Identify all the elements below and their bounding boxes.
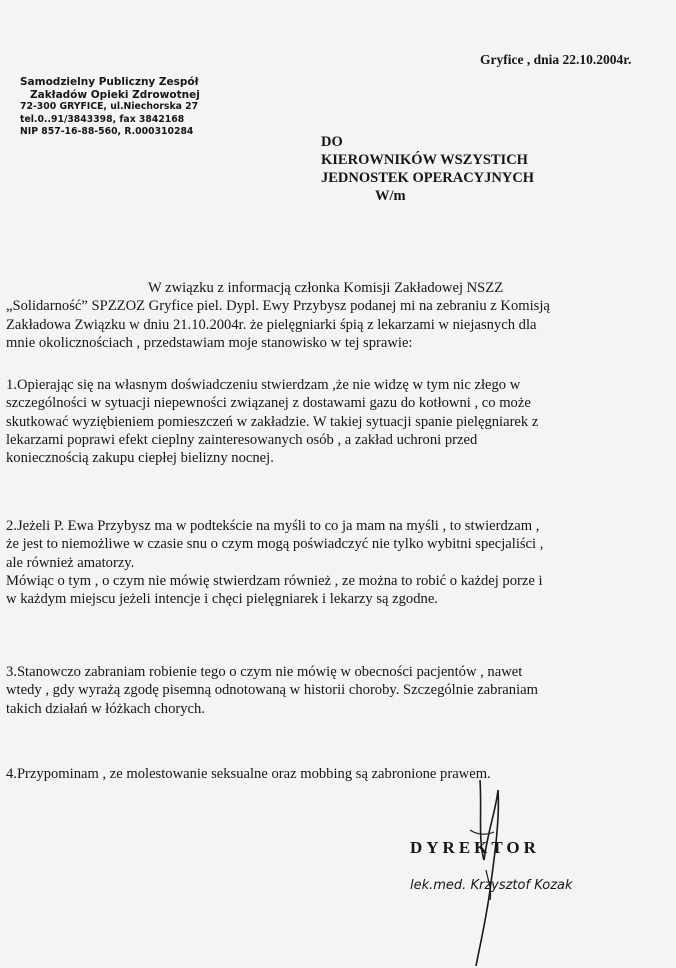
intro-line: „Solidarność” SPZZOZ Gryfice piel. Dypl. Ewy Przybysz podanej mi na zebraniu z Komisją <box>6 298 550 315</box>
point-2 <box>6 517 671 608</box>
addressee-line1: KIEROWNIKÓW WSZYSTICH <box>321 152 528 168</box>
point-4 <box>6 765 671 783</box>
stamp-line-nip: NIP 857-16-88-560, R.000310284 <box>20 126 194 137</box>
point-line: 4.Przypominam , ze molestowanie seksualne oraz mobbing są zabronione prawem. <box>6 766 491 782</box>
point-line: szczególności w sytuacji niepewności związanej z dostawami gazu do kotłowni , co może <box>6 395 531 412</box>
point-3 <box>6 663 671 718</box>
point-line: wtedy , gdy wyrażą zgodę pisemną odnotowaną w historii choroby. Szczególnie zabraniam <box>6 682 538 699</box>
stamp-line-phone: tel.0..91/3843398, fax 3842168 <box>20 113 185 125</box>
stamp-line-institution: Samodzielny Publiczny Zespół <box>20 76 199 88</box>
handwritten-signature <box>440 770 520 968</box>
point-line: w każdym miejscu jeżeli intencje i chęci pielęgniarek i lekarzy są zgodne. <box>6 591 438 608</box>
director-name: lek.med. Krzysztof Kozak <box>410 878 573 893</box>
intro-line: mnie okolicznościach , przedstawiam moje stanowisko w tej sprawie: <box>6 334 413 351</box>
addressee-block <box>321 133 534 205</box>
point-line: 3.Stanowczo zabraniam robienie tego o czym nie mówię w obecności pacjentów , nawet <box>6 664 523 680</box>
point-1 <box>6 376 671 467</box>
director-title: DYREKTOR <box>410 838 540 857</box>
addressee-line2: JEDNOSTEK OPERACYJNYCH <box>321 170 535 186</box>
point-line: że jest to niemożliwe w czasie snu o czym mogą poświadczyć nie tylko wybitni specjaliści , <box>6 536 544 553</box>
point-line: takich działań w łóżkach chorych. <box>6 700 205 717</box>
stamp-line-address: 72-300 GRYFICE, ul.Niechorska 27 <box>20 101 199 112</box>
point-line: 2.Jeżeli P. Ewa Przybysz ma w podtekście na myśli to co ja mam na myśli , to stwierdzam , <box>6 518 540 534</box>
point-line: koniecznością zakupu ciepłej bielizny nocnej. <box>6 450 274 467</box>
intro-line: Zakładowa Związku w dniu 21.10.2004r. że pielęgniarki śpią z lekarzami w niejasnych dla <box>6 316 537 333</box>
addressee-to: DO <box>321 134 343 150</box>
point-line: 1.Opierając się na własnym doświadczeniu stwierdzam ,że nie widzę w tym nic złego w <box>6 377 521 393</box>
point-line: lekarzami poprawi efekt cieplny zainteresowanych osób , a zakład uchroni przed <box>6 431 478 448</box>
point-line: skutkować wyziębieniem pomieszczeń w zakładzie. W takiej sytuacji spanie pielęgniarek z <box>6 413 539 430</box>
addressee-line3: W/m <box>375 188 406 204</box>
intro-paragraph <box>6 279 666 352</box>
letter-date: Gryfice , dnia 22.10.2004r. <box>480 52 632 67</box>
point-line: ale również amatorzy. <box>6 554 135 571</box>
sender-stamp <box>20 76 200 139</box>
intro-line: W związku z informacją członka Komisji Zakładowej NSZZ <box>148 280 504 296</box>
stamp-line-subtitle: Zakładów Opieki Zdrowotnej <box>30 88 200 101</box>
point-line: Mówiąc o tym , o czym nie mówię stwierdzam również , ze można to robić o każdej porze i <box>6 572 543 589</box>
